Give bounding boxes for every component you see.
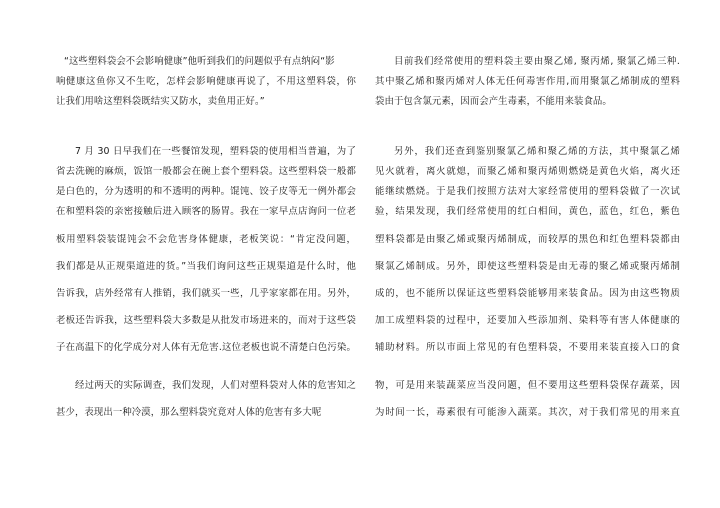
- paragraph-line: 其中聚乙烯和聚丙烯对人体无任何毒害作用,而用聚氯乙烯制成的塑料: [375, 76, 680, 87]
- paragraph-line: 7 月 30 日早我们在一些餐馆发现，塑料袋的使用相当普遍，为了: [75, 146, 356, 157]
- paragraph-line: 塑料袋都是由聚乙烯或聚丙烯制成，而较厚的黑色和红色塑料袋都由: [375, 234, 680, 245]
- paragraph-line: 告诉我，店外经常有人推销，我们就买一些，几乎家家都在用。另外，: [56, 288, 356, 299]
- paragraph-line: 袋由于包含氯元素，因而会产生毒素，不能用来装食品。: [375, 96, 612, 107]
- paragraph-line: 成的，也不能所以保证这些塑料袋能够用来装食品。因为由这些物质: [375, 288, 680, 299]
- paragraph-line: 为时间一长，毒素很有可能渗入蔬菜。其次，对于我们常见的用来直: [375, 407, 680, 418]
- paragraph-line: 子在高温下的化学成分对人体有无危害.这位老板也说不清楚白色污染。: [56, 342, 356, 353]
- paragraph-line: 加工成塑料袋的过程中，还要加入些添加剂、染料等有害人体健康的: [375, 315, 680, 326]
- paragraph-line: 经过两天的实际调查，我们发现，人们对塑料袋对人体的危害知之: [75, 380, 356, 391]
- paragraph-line: 能继续燃烧。于是我们按照方法对大家经常使用的塑料袋做了一次试: [375, 186, 680, 197]
- paragraph-line: 甚少，表现出一种冷漠，那么塑料袋究竟对人体的危害有多大呢: [56, 407, 322, 418]
- paragraph-line: 验，结果发现，我们经常使用的红白相间，黄色，蓝色，红色，紫色: [375, 206, 680, 217]
- paragraph-line: 板用塑料袋装馄饨会不会危害身体健康，老板笑说：“肯定没问题，: [56, 234, 356, 245]
- paragraph-line: 辅助材料。所以市面上常见的有色塑料袋，不要用来装直接入口的食: [375, 342, 680, 353]
- paragraph-line: 物，可是用来装蔬菜应当没问题，但不要用这些塑料袋保存蔬菜，因: [375, 380, 680, 391]
- paragraph-line: “这些塑料袋会不会影响健康”他听到我们的问题似乎有点纳闷“影: [64, 56, 335, 67]
- paragraph-line: 见火就着，离火就熄，而聚乙烯和聚丙烯则燃烧是黄色火焰，离火还: [375, 166, 680, 177]
- paragraph-line: 是白色的，分为透明的和不透明的两种。馄饨、饺子皮等无一例外都会: [56, 186, 356, 197]
- paragraph-line: 目前我们经常使用的塑料袋主要由聚乙烯, 聚丙烯, 聚氯乙烯三种.: [394, 56, 680, 67]
- paragraph-line: 省去洗碗的麻烦，饭馆一般都会在碗上套个塑料袋。这些塑料袋一般都: [56, 166, 356, 177]
- paragraph-line: 聚氯乙烯制成。另外，即使这些塑料袋是由无毒的聚乙烯或聚丙烯制: [375, 261, 680, 272]
- paragraph-line: 我们都是从正规渠道进的货。”当我们询问这些正规渠道是什么时，他: [56, 261, 356, 272]
- paragraph-line: 响健康这鱼你又不生吃，怎样会影响健康再说了，不用这塑料袋，你: [56, 76, 356, 87]
- paragraph-line: 让我们用啥这塑料袋既结实又防水，卖鱼用正好。”: [56, 96, 265, 107]
- paragraph-line: 另外，我们还查到鉴别聚氯乙烯和聚乙烯的方法，其中聚氯乙烯: [394, 146, 680, 157]
- paragraph-line: 在和塑料袋的亲密接触后进入顾客的肠胃。我在一家早点店询问一位老: [56, 206, 356, 217]
- paragraph-line: 老板还告诉我，这些塑料袋大多数是从批发市场进来的，而对于这些袋: [56, 315, 356, 326]
